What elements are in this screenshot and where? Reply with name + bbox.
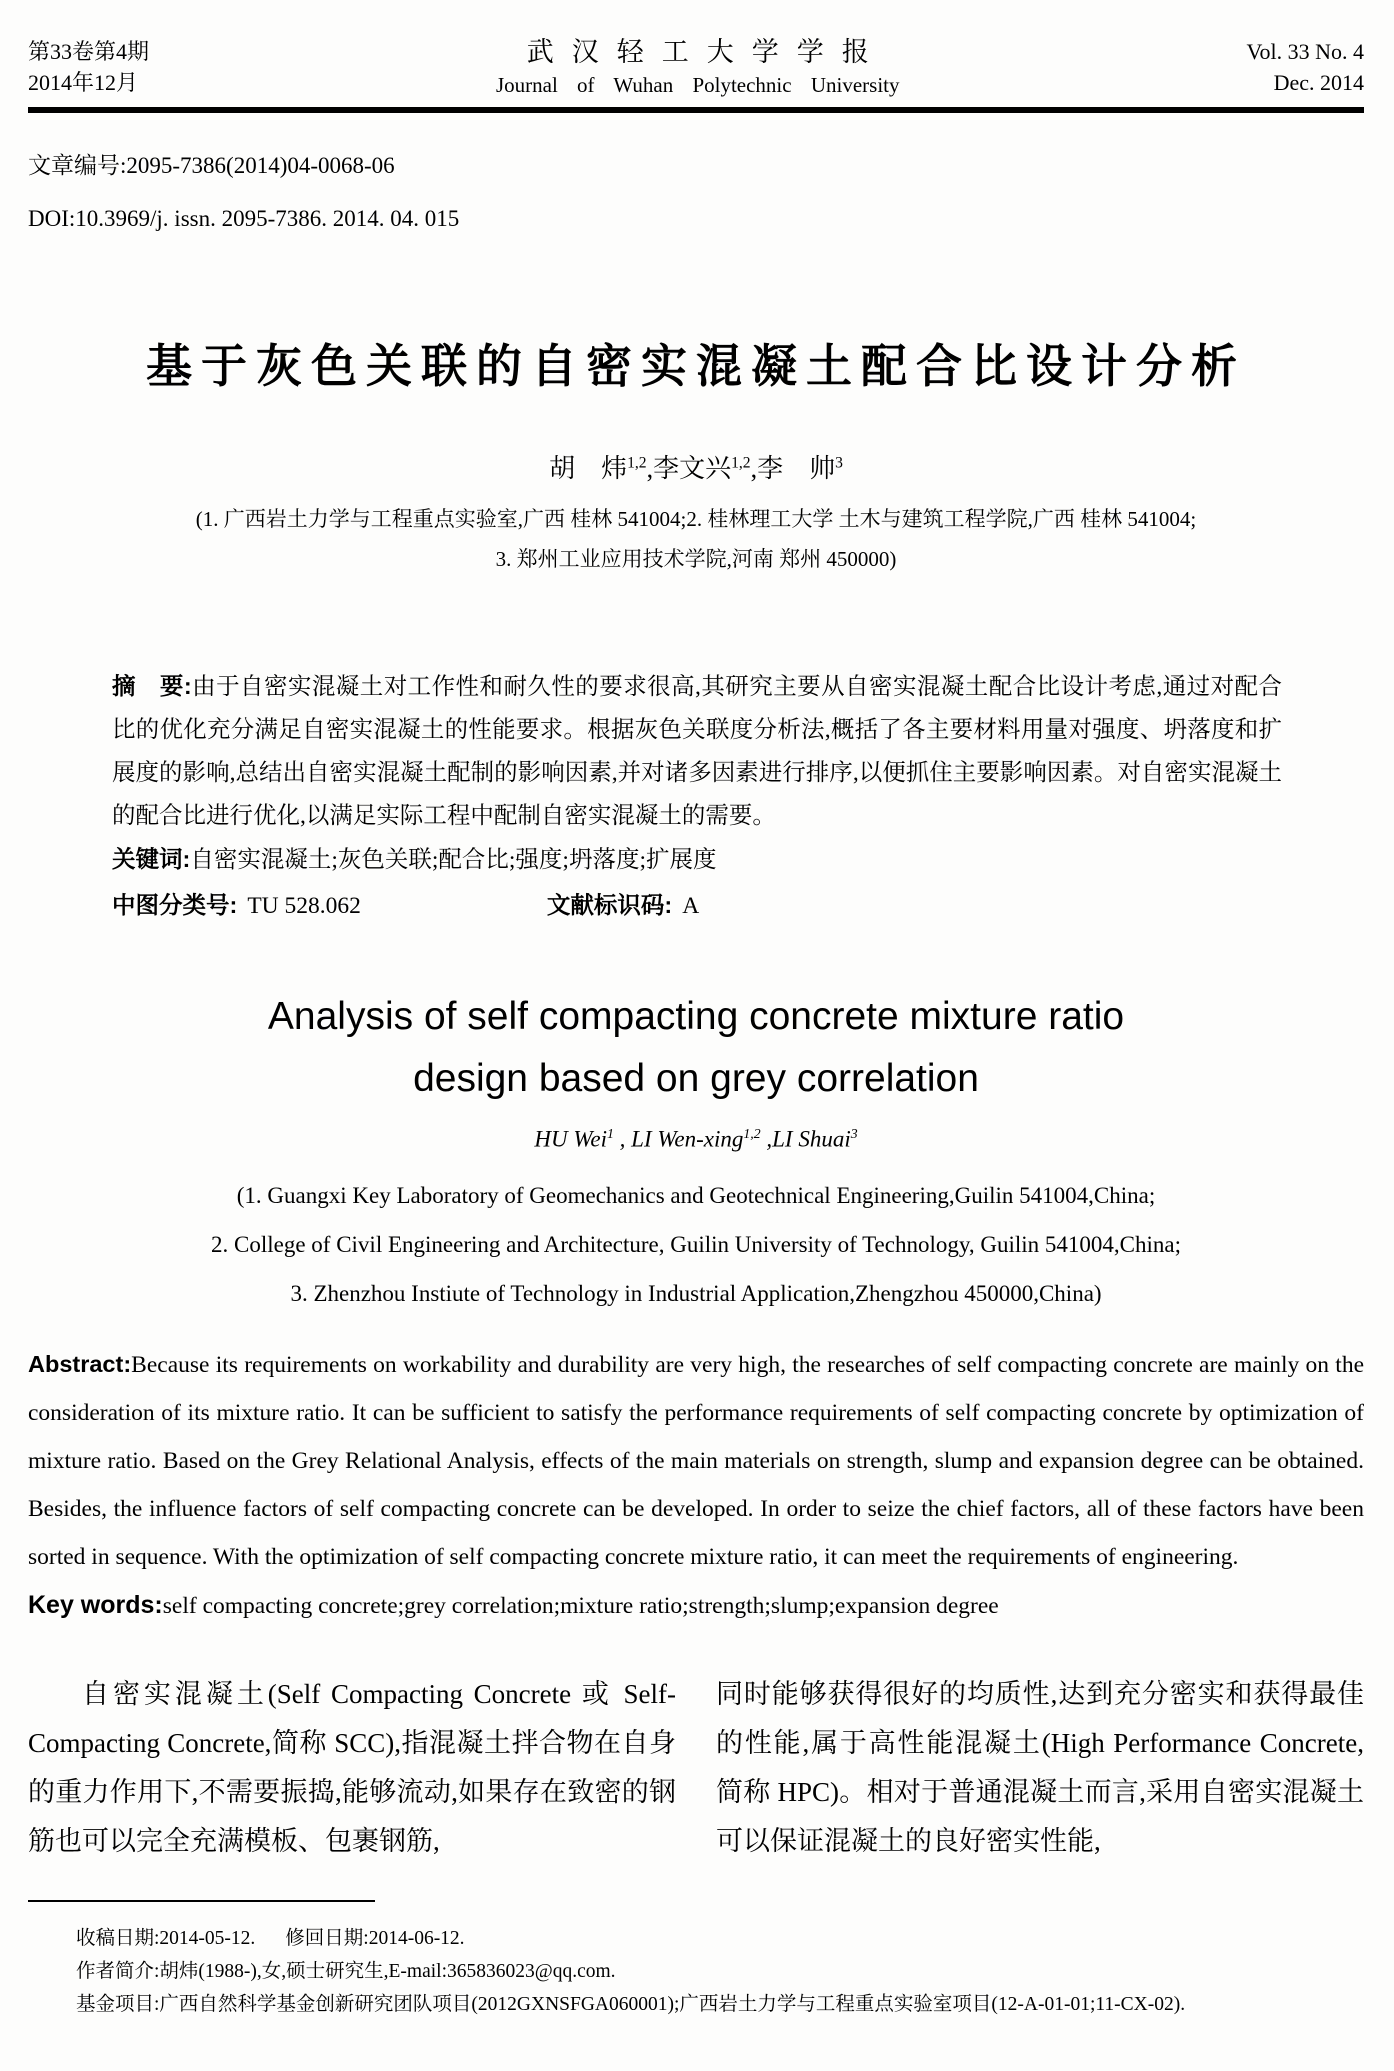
body-paragraph-right: 同时能够获得很好的均质性,达到充分密实和获得最佳的性能,属于高性能混凝土(High Performance Concrete,简称 HPC)。相对于普通混凝土而言,采用自密实混凝土可以保证混凝土的良好密实性能, [716,1678,1364,1856]
body-left-column [28,1670,676,1866]
abstract-text-cn: 由于自密实混凝土对工作性和耐久性的要求很高,其研究主要从自密实混凝土配合比设计考虑,通过对配合比的优化充分满足自密实混凝土的性能要求。根据灰色关联度分析法,概括了各主要材料用量对强度、坍落度和扩展度的影响,总结出自密实混凝土配制的影响因素,并对诸多因素进行排序,以便抓住主要影响因素。对自密实混凝土的配合比进行优化,以满足实际工程中配制自密实混凝土的需要。 [112,674,1282,829]
keywords-label-en: Key words: [28,1590,163,1619]
author-cn-2-affil-mark: 1,2 [731,454,751,472]
date-en: Dec. 2014 [1273,70,1364,95]
revised-date: 修回日期:2014-06-12. [285,1927,465,1949]
doi: DOI:10.3969/j. issn. 2095-7386. 2014. 04. 015 [28,206,460,231]
volume-issue-cn: 第33卷第4期 [28,39,150,64]
article-number: 文章编号:2095-7386(2014)04-0068-06 [28,153,395,178]
keywords-en [28,1581,1364,1630]
header-volume-issue [28,36,149,98]
body-paragraph-left: 自密实混凝土(Self Compacting Concrete 或 Self-Compacting Concrete,简称 SCC),指混凝土拌合物在自身的重力作用下,不需要振捣,能够流动,如果存在致密的钢筋也可以完全充满模板、包裹钢筋, [28,1678,676,1856]
footnotes [28,1922,1364,2021]
journal-name-en: Journal of Wuhan Polytechnic University [495,73,900,97]
affiliation-en-line-1: (1. Guangxi Key Laboratory of Geomechanics and Geotechnical Engineering,Guilin 541004,China; [236,1182,1156,1208]
abstract-label-en: Abstract: [28,1350,132,1377]
journal-name-cn: 武汉轻工大学学报 [526,37,887,67]
body-right-column [716,1670,1364,1866]
clc-number: TU 528.062 [247,893,361,919]
author-bio: 作者简介:胡炜(1988-),女,硕士研究生,E-mail:365836023@qq.com. [76,1960,616,1982]
article-title-en-line-1: Analysis of self compacting concrete mixture ratio [267,995,1125,1038]
author-cn-3-affil-mark: 3 [835,454,843,472]
article-title-cn: 基于灰色关联的自密实混凝土配合比设计分析 [146,341,1246,392]
author-en-2-affil-mark: 1,2 [743,1126,761,1141]
author-cn-1-affil-mark: 1,2 [627,454,647,472]
affiliation-en-line-3: 3. Zhenzhou Instiute of Technology in Industrial Application,Zhengzhou 450000,China) [290,1280,1102,1306]
author-cn-2: ,李文兴 [646,454,732,483]
clc-line [112,884,1282,928]
header-vol-en [1246,36,1364,98]
keywords-cn [112,838,1282,882]
doc-code: A [682,893,700,919]
abstract-block-cn [112,665,1282,928]
vol-en: Vol. 33 No. 4 [1246,39,1364,64]
clc-label: 中图分类号: [112,892,238,918]
author-cn-1: 胡 炜 [549,454,628,483]
affiliations-en [28,1171,1364,1318]
keywords-text-en: self compacting concrete;grey correlation;mixture ratio;strength;slump;expansion degree [162,1592,999,1619]
affiliation-cn-line-1: (1. 广西岩土力学与工程重点实验室,广西 桂林 541004;2. 桂林理工大学 土木与建筑工程学院,广西 桂林 541004; [195,507,1197,531]
abstract-text-en: Because its requirements on workability and durability are very high, the researches of self compacting concrete are mainly on the consideration of its mixture ratio. It can be sufficient to satisfy the performance requirements of self compacting concrete by optimization of mixture ratio. Based on the Grey Relational Analysis, effects of the main materials on strength, slump and expansion degree can be obtained. Besides, the influence factors of self compacting concrete can be developed. In order to seize the chief factors, all of these factors have been sorted in sequence. With the optimization of self compacting concrete mixture ratio, it can meet the requirements of engineering. [28,1351,1364,1570]
author-en-3-affil-mark: 3 [850,1126,858,1141]
keywords-label-cn: 关键词: [112,846,191,872]
affiliations-cn [28,499,1364,579]
article-title-en-line-2: design based on grey correlation [413,1057,979,1100]
author-en-1: HU Wei [534,1126,607,1152]
authors-en [28,1126,1364,1153]
article-meta [28,147,1364,232]
abstract-label-cn: 摘 要: [112,673,192,699]
keywords-text-cn: 自密实混凝土;灰色关联;配合比;强度;坍落度;扩展度 [190,847,717,873]
author-en-1-affil-mark: 1 [607,1126,614,1141]
authors-cn [28,448,1364,485]
author-cn-3: ,李 帅 [750,454,836,483]
body-columns [28,1670,1364,1866]
journal-header [28,30,1364,98]
article-title-en [28,986,1364,1110]
received-date: 收稿日期:2014-05-12. [76,1927,256,1949]
doc-code-label: 文献标识码: [546,892,673,918]
author-en-2: , LI Wen-xing [613,1126,744,1152]
footnote-divider-rule [28,1900,375,1902]
affiliation-cn-line-2: 3. 郑州工业应用技术学院,河南 郑州 450000) [495,547,897,571]
journal-name [149,30,1246,98]
abstract-cn [112,665,1282,838]
abstract-en [28,1340,1364,1581]
date-cn: 2014年12月 [28,70,139,95]
affiliation-en-line-2: 2. College of Civil Engineering and Architecture, Guilin University of Technology, Guilin 541004,China; [211,1231,1181,1257]
header-divider-rule [28,107,1364,113]
author-en-3: ,LI Shuai [760,1126,851,1152]
funding-project: 基金项目:广西自然科学基金创新研究团队项目(2012GXNSFGA060001);广西岩土力学与工程重点实验室项目(12-A-01-01;11-CX-02). [76,1993,1186,2015]
footnote-dates [76,1922,1364,1955]
